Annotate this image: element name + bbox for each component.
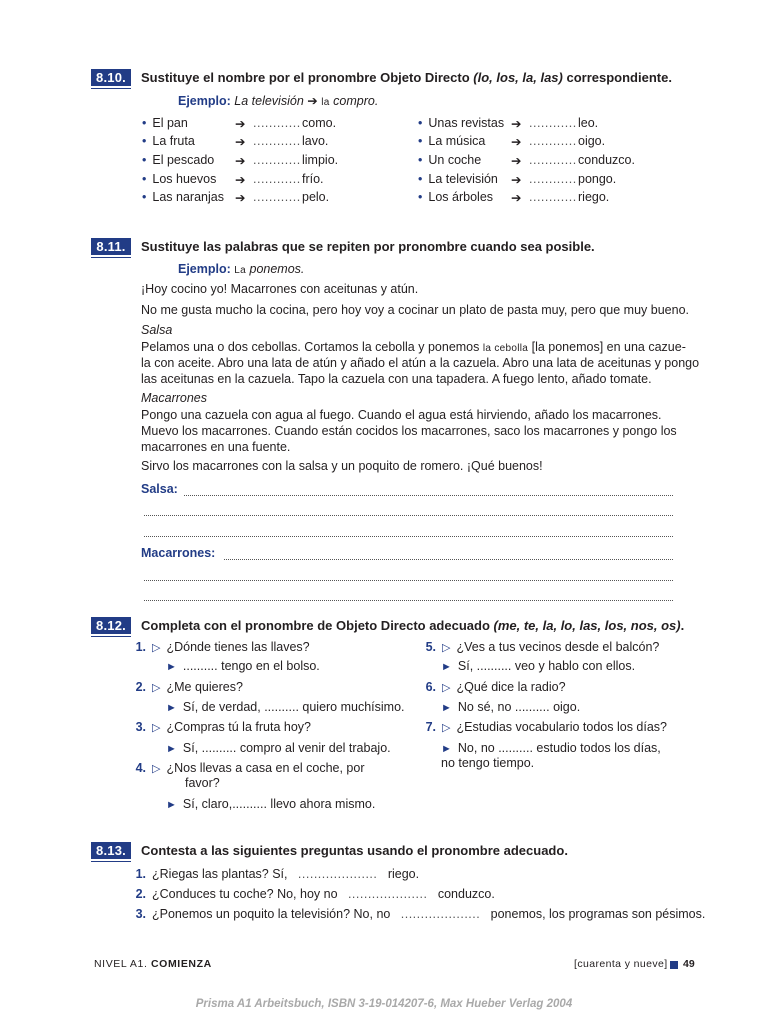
list-item: [418, 172, 498, 186]
noun: La fruta: [152, 134, 195, 148]
triangle-icon: ►: [166, 743, 177, 755]
q813-2: 2. ¿Conduces tu coche? No, hoy no .................... conduzco.: [135, 887, 495, 901]
exercise-title-8-11: Sustituye las palabras que se repiten por pronombre cuando sea posible.: [141, 239, 595, 254]
open-triangle-icon: ▷: [152, 722, 161, 734]
open-triangle-icon: ▷: [442, 642, 451, 654]
salsa-heading: Salsa: [141, 323, 173, 337]
triangle-icon: ►: [166, 702, 177, 714]
noun: La televisión: [428, 172, 498, 186]
verb: oigo.: [578, 134, 606, 148]
item-6-answer: ► No sé, no .......... oigo.: [441, 700, 581, 714]
blank[interactable]: ............: [253, 134, 301, 148]
q813-3: 3. ¿Ponemos un poquito la televisión? No, no .................... ponemos, los programas son pésimos.: [135, 907, 706, 921]
verb: riego.: [578, 190, 610, 204]
noun: Los árboles: [428, 190, 494, 204]
salsa-answer-line-1[interactable]: [184, 495, 673, 496]
item-2-question: 2. ▷ ¿Me quieres?: [135, 680, 243, 694]
macarrones-heading: Macarrones: [141, 391, 207, 405]
list-item: [142, 190, 224, 204]
triangle-icon: ►: [166, 661, 177, 673]
blank[interactable]: ............: [529, 116, 577, 130]
list-item: [418, 116, 504, 130]
arrow-icon: ➔: [235, 154, 246, 168]
arrow-icon: ➔: [307, 94, 318, 108]
exercise-number-8-11: 8.11.: [91, 238, 131, 255]
item-5-answer: ► Sí, .......... veo y hablo con ellos.: [441, 659, 636, 673]
blank[interactable]: ............: [529, 134, 577, 148]
bullet-icon: •: [418, 153, 423, 167]
item-4-answer: ► Sí, claro,.......... llevo ahora mismo.: [166, 797, 376, 811]
triangle-icon: ►: [441, 743, 452, 755]
arrow-icon: ➔: [511, 135, 522, 149]
bullet-icon: •: [418, 116, 423, 130]
arrow-icon: ➔: [235, 135, 246, 149]
intro-line-2: No me gusta mucho la cocina, pero hoy voy a cocinar un plato de pasta muy, pero que muy bueno.: [141, 303, 690, 317]
bullet-icon: •: [142, 116, 147, 130]
salsa-answer-line-3[interactable]: [144, 536, 673, 537]
arrow-icon: ➔: [235, 117, 246, 131]
blank[interactable]: ............: [253, 116, 301, 130]
bullet-icon: •: [418, 172, 423, 186]
arrow-icon: ➔: [511, 117, 522, 131]
macarrones-answer-line-2[interactable]: [144, 580, 673, 581]
footer-level: NIVEL A1. COMIENZA: [94, 958, 212, 970]
mac-line-2: Muevo los macarrones. Cuando están cocidos los macarrones, saco los macarrones y pongo los: [141, 424, 677, 438]
blank[interactable]: ............: [529, 190, 577, 204]
blank[interactable]: ............: [529, 172, 577, 186]
example-8-10: Ejemplo: La televisión ➔ la compro.: [178, 94, 379, 108]
list-item: [142, 153, 214, 167]
salsa-answer-label: Salsa:: [141, 482, 178, 496]
arrow-icon: ➔: [235, 191, 246, 205]
salsa-line-1: Pelamos una o dos cebollas. Cortamos la cebolla y ponemos la cebolla [la ponemos] en una cazue-: [141, 340, 686, 354]
item-3-question: 3. ▷ ¿Compras tú la fruta hoy?: [135, 720, 311, 734]
exercise-number-8-12: 8.12.: [91, 617, 131, 634]
bullet-icon: •: [142, 153, 147, 167]
bullet-icon: •: [142, 134, 147, 148]
footer-page-word: [cuarenta y nueve]: [574, 958, 668, 970]
verb: lavo.: [302, 134, 329, 148]
arrow-icon: ➔: [511, 173, 522, 187]
exercise-title-8-12: Completa con el pronombre de Objeto Directo adecuado (me, te, la, lo, las, los, nos, os).: [141, 618, 685, 633]
verb: frío.: [302, 172, 324, 186]
salsa-answer-line-2[interactable]: [144, 515, 673, 516]
verb: pongo.: [578, 172, 617, 186]
macarrones-answer-line-1[interactable]: [224, 559, 673, 560]
verb: limpio.: [302, 153, 339, 167]
open-triangle-icon: ▷: [152, 763, 161, 775]
open-triangle-icon: ▷: [152, 642, 161, 654]
list-item: [418, 134, 485, 148]
blank[interactable]: ............: [253, 172, 301, 186]
item-4-question-cont: favor?: [185, 776, 220, 790]
intro-line-1: ¡Hoy cocino yo! Macarrones con aceitunas y atún.: [141, 282, 419, 296]
page-number: 49: [683, 958, 695, 970]
arrow-icon: ➔: [511, 191, 522, 205]
item-7-answer-cont: no tengo tiempo.: [441, 756, 535, 770]
example-8-11: Ejemplo: La ponemos.: [178, 262, 305, 276]
salsa-line-2: la con aceite. Abro una lata de atún y añado el atún a la cazuela. Abro una lata de aceitunas y pongo: [141, 356, 700, 370]
noun: El pescado: [152, 153, 215, 167]
verb: como.: [302, 116, 337, 130]
verb: conduzco.: [578, 153, 635, 167]
triangle-icon: ►: [441, 661, 452, 673]
open-triangle-icon: ▷: [152, 682, 161, 694]
bullet-icon: •: [142, 190, 147, 204]
mac-line-3: macarrones en una fuente.: [141, 440, 291, 454]
exercise-title-8-10: Sustituye el nombre por el pronombre Objeto Directo (lo, los, la, las) correspondiente.: [141, 70, 672, 85]
item-1-answer: ► .......... tengo en el bolso.: [166, 659, 320, 673]
exercise-number-8-13: 8.13.: [91, 842, 131, 859]
q813-1: 1. ¿Riegas las plantas? Sí, .................... riego.: [135, 867, 420, 881]
item-2-answer: ► Sí, de verdad, .......... quiero muchísimo.: [166, 700, 405, 714]
noun: Unas revistas: [428, 116, 505, 130]
credit-line: Prisma A1 Arbeitsbuch, ISBN 3-19-014207-6, Max Hueber Verlag 2004: [195, 998, 573, 1010]
noun: Las naranjas: [152, 190, 224, 204]
bullet-icon: •: [418, 190, 423, 204]
arrow-icon: ➔: [511, 154, 522, 168]
bullet-icon: •: [142, 172, 147, 186]
verb: pelo.: [302, 190, 330, 204]
list-item: [418, 190, 493, 204]
open-triangle-icon: ▷: [442, 722, 451, 734]
list-item: [142, 172, 216, 186]
salsa-line-3: las aceitunas en la cazuela. Tapo la cazuela con una tapadera. A fuego lento, añado tomate.: [141, 372, 652, 386]
blank[interactable]: ............: [253, 190, 301, 204]
open-triangle-icon: ▷: [442, 682, 451, 694]
noun: Los huevos: [152, 172, 217, 186]
noun: El pan: [152, 116, 188, 130]
blank[interactable]: ............: [253, 153, 301, 167]
item-7-answer: ► No, no .......... estudio todos los días,: [441, 741, 661, 755]
mac-line-1: Pongo una cazuela con agua al fuego. Cuando el agua está hirviendo, añado los macarrones.: [141, 408, 662, 422]
triangle-icon: ►: [441, 702, 452, 714]
noun: La música: [428, 134, 486, 148]
item-3-answer: ► Sí, .......... compro al venir del trabajo.: [166, 741, 391, 755]
macarrones-answer-label: Macarrones:: [141, 546, 216, 560]
macarrones-answer-line-3[interactable]: [144, 600, 673, 601]
item-5-question: 5. ▷ ¿Ves a tus vecinos desde el balcón?: [425, 640, 660, 654]
item-6-question: 6. ▷ ¿Qué dice la radio?: [425, 680, 566, 694]
list-item: [418, 153, 481, 167]
item-4-question: 4. ▷ ¿Nos llevas a casa en el coche, por: [135, 761, 365, 775]
verb: leo.: [578, 116, 599, 130]
bullet-icon: •: [418, 134, 423, 148]
exercise-number-8-10: 8.10.: [91, 69, 131, 86]
page-square-icon: [670, 961, 678, 969]
blank[interactable]: ............: [529, 153, 577, 167]
closing-line: Sirvo los macarrones con la salsa y un poquito de romero. ¡Qué buenos!: [141, 459, 543, 473]
triangle-icon: ►: [166, 799, 177, 811]
item-1-question: 1. ▷ ¿Dónde tienes las llaves?: [135, 640, 310, 654]
item-7-question: 7. ▷ ¿Estudias vocabulario todos los días?: [425, 720, 668, 734]
arrow-icon: ➔: [235, 173, 246, 187]
exercise-title-8-13: Contesta a las siguientes preguntas usando el pronombre adecuado.: [141, 843, 568, 858]
noun: Un coche: [428, 153, 482, 167]
list-item: [142, 116, 188, 130]
list-item: [142, 134, 195, 148]
